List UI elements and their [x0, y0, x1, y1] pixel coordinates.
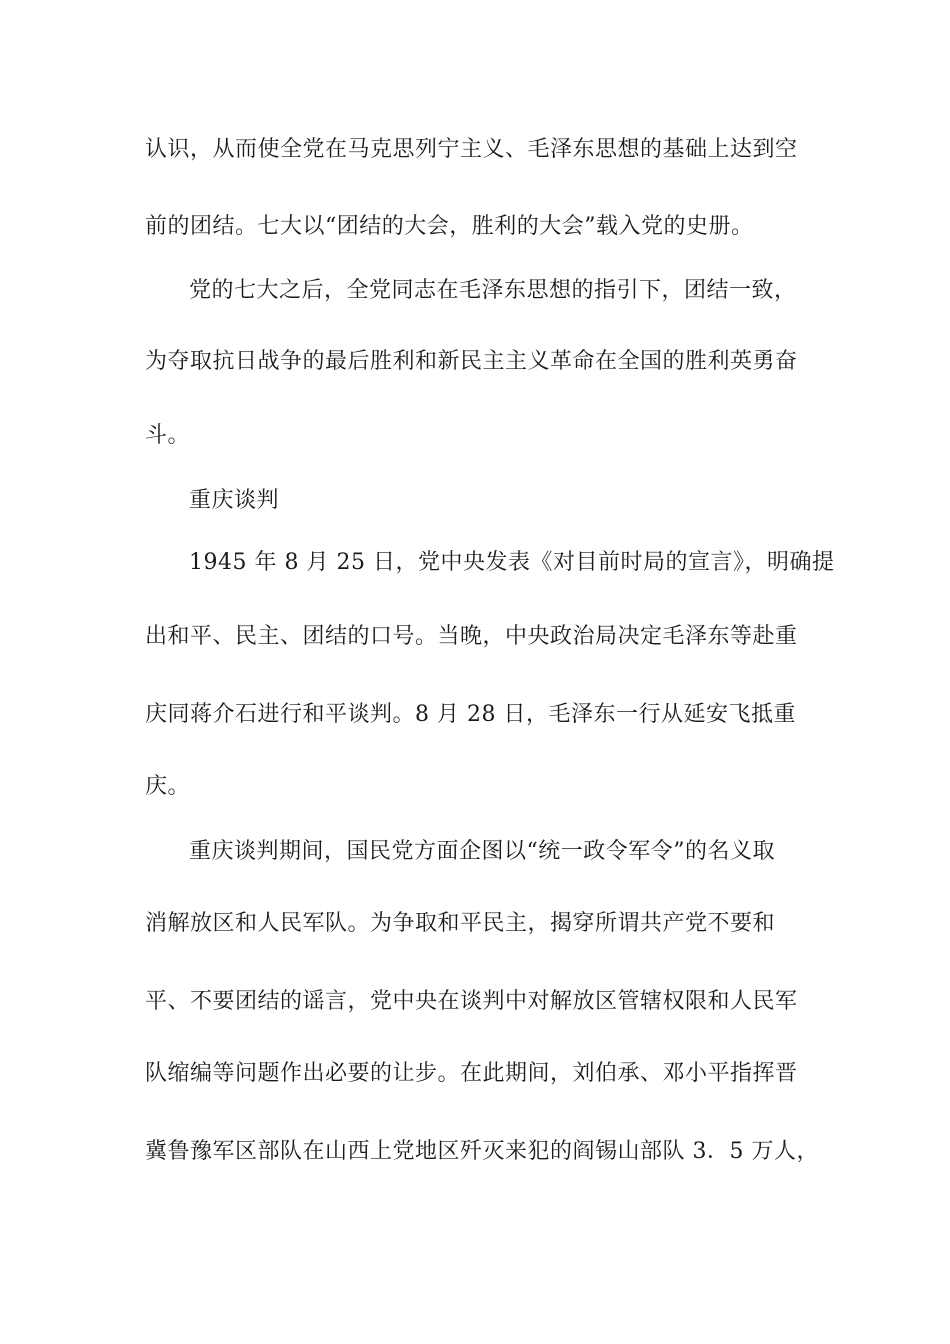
text-line: 消解放区和人民军队。为争取和平民主，揭穿所谓共产党不要和: [145, 911, 776, 936]
text-line: 庆。: [145, 774, 191, 799]
section-heading: 重庆谈判: [189, 488, 280, 513]
paragraph-start-line: 1945 年 8 月 25 日，党中央发表《对目前时局的宣言》，明确提: [189, 550, 835, 575]
text-line: 出和平、民主、团结的口号。当晚，中央政治局决定毛泽东等赴重: [145, 624, 798, 649]
paragraph-start-line: 党的七大之后，全党同志在毛泽东思想的指引下，团结一致，: [189, 278, 797, 303]
text-line: 平、不要团结的谣言，党中央在谈判中对解放区管辖权限和人民军: [145, 989, 798, 1014]
text-line: 庆同蒋介石进行和平谈判。8 月 28 日，毛泽东一行从延安飞抵重: [145, 702, 796, 727]
text-line: 斗。: [145, 423, 191, 448]
text-line: 认识，从而使全党在马克思列宁主义、毛泽东思想的基础上达到空: [145, 137, 798, 162]
text-line: 队缩编等问题作出必要的让步。在此期间，刘伯承、邓小平指挥晋: [145, 1061, 798, 1086]
text-line: 冀鲁豫军区部队在山西上党地区歼灭来犯的阎锡山部队 3．5 万人，: [145, 1139, 819, 1164]
text-line: 为夺取抗日战争的最后胜利和新民主主义革命在全国的胜利英勇奋: [145, 349, 798, 374]
paragraph-start-line: 重庆谈判期间，国民党方面企图以“统一政令军令”的名义取: [189, 839, 775, 864]
text-line: 前的团结。七大以“团结的大会，胜利的大会”载入党的史册。: [145, 214, 754, 239]
